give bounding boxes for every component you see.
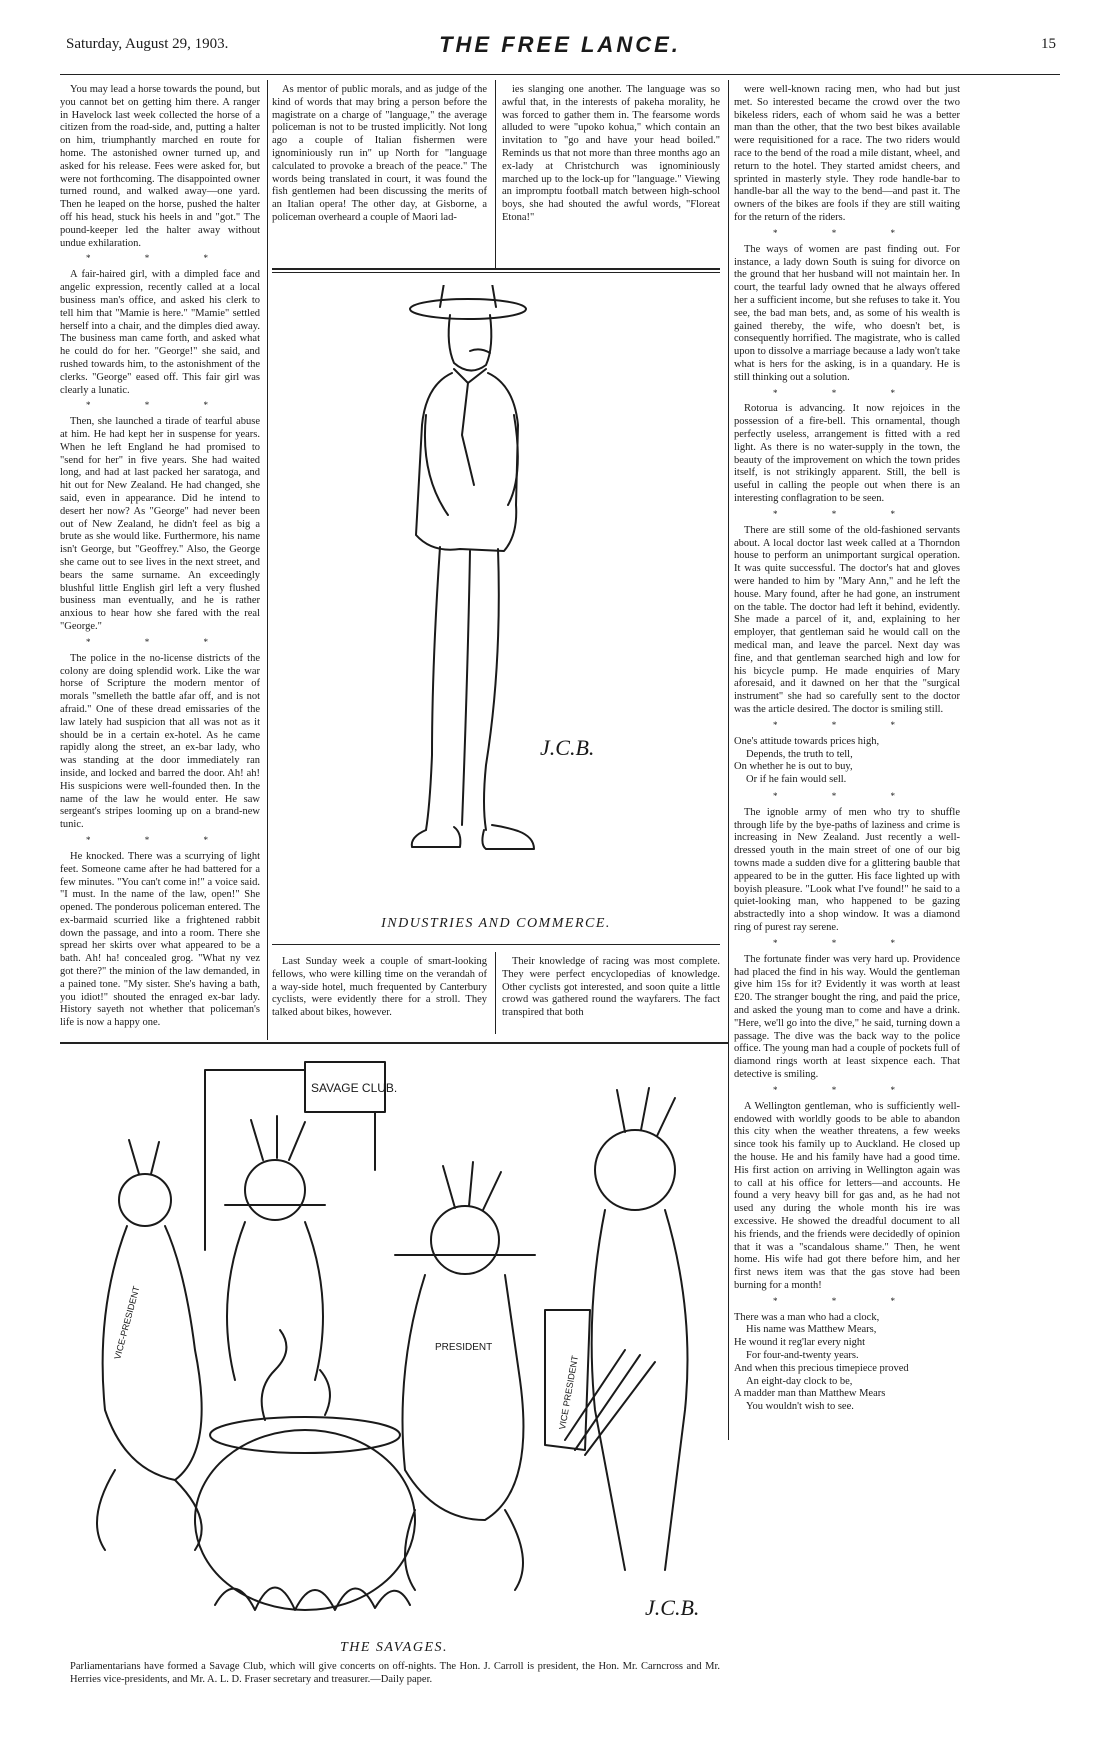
cauldron-rim: [210, 1417, 400, 1453]
hat-crown: [440, 285, 496, 307]
verse-line: There was a man who had a clock,: [734, 1311, 880, 1323]
article-fair-haired-girl: A fair-haired girl, with a dimpled face and angelic expression, recently called at a local business man's office, and asked his clerk to tell him that "Mamie is here." "Mamie" settled herself into a chair, and the dimples died away. The business man came forth, and asked what he could do for her. "George!" she said, and rushed towards him, to the astonishment of the clerks. "George" eased off. This fair girl was clearly a lunatic.: [60, 269, 260, 396]
left-figure-head: [119, 1174, 171, 1226]
separator: * * *: [86, 834, 234, 845]
section-rule: [272, 272, 720, 273]
head: [449, 315, 492, 371]
article-mentor-of-morals: As mentor of public morals, and as judge of the kind of words that may bring a person before the magistrate on a charge of "language," the average policeman is not to be trusted implicitly. Not long ago a couple of Italian fishermen were ignominiously run in" up North for "language calculated to provoke a breach of the peace." The words being translated in court, it was found the fish gentlemen had been discussing the merits of an Italian opera! The other day, at Gisborne, a policeman overheard a couple of Maori lad-: [272, 84, 487, 223]
article-bikeless-riders: were well-known racing men, who had but just met. So interested became the crowd over the two bikeless riders, each of whom said he was a better man than the other, that the two best bikes available were requisitioned for a race. The two riders would race to the bend of the road a mile distant, wheel, and return to the hotel. They started amidst cheers, and sprinted in masterly style. They rode handle-bar to handle-bar all the way to the bend—and past it. The owners of the bikes are fools if they are still waiting for the return of the riders.: [734, 84, 960, 223]
article-knocked: He knocked. There was a scurrying of light feet. Someone came after he had battered for a few minutes. "You can't come in!" a voice said. "I must. In the name of the law, open!" She opened. The ponderous policeman entered. The ex-barmaid scurried like a frightened rabbit down the passage, and into a room. There she spread her skirts over what appeared to be a bath. Ah! ha! concealed grog. "What ny vez got there?" the minion of the law demanded, in a pained tone. "My sister. She's having a bath, you idiot!" shouted the enraged ex-bar lady. History sayeth not whether that policeman's life is now a happy one.: [60, 850, 260, 1029]
trouser-seam: [462, 551, 470, 825]
verse-line: Or if he fain would sell.: [746, 774, 847, 786]
separator: * * *: [773, 1295, 921, 1306]
article-servants: There are still some of the old-fashioned servants about. A local doctor last week called at a Thorndon house to perform an unimportant surgical operation. It was quite successful. The doctor's hat and gloves were handed to him by "Mary Ann," and he left the house. Mary found, after he had gone, an instrument on the table. The doctor had left it behind, evidently. She made a parcel of it, and, explaining to her employer, that gentleman said he would call on the medical man, and leave the parcel. Next day was fine, and that gentleman searched high and low for his bicycle pump. He made enquiries of Mary aforesaid, and it dawned on her that the "surgical instrument" she had so carefully sent to the doctor was the article desired. The doctor is smiling still.: [734, 524, 960, 715]
artist-signature: J.C.B.: [540, 735, 595, 760]
article-cyclists-continued: Their knowledge of racing was most complete. They were perfect encyclopedias of knowledge. Other cyclists got interested, and soon quite a little crowd was gathered round the wayfarers. The fact transpired that both: [502, 956, 720, 1019]
artist-signature: J.C.B.: [645, 1595, 700, 1620]
label-vice-president-2: VICE PRESIDENT: [557, 1354, 580, 1431]
trouser-front: [426, 547, 440, 830]
article-rotorua: Rotorua is advancing. It now rejoices in the possession of a fire-bell. This ornamental, though perfectly useless, arrangement is fitted with a red light. As there is no water-supply in the town, the beauty of the improvement on which the town prides itself, is not strikingly apparent. Still, the bell is useful in calling the people out when there is an interesting conflagration to be seen.: [734, 403, 960, 505]
shoe-front: [412, 827, 461, 847]
moustache: [470, 349, 490, 353]
bundle-of-sticks: [565, 1350, 655, 1455]
column-1: [60, 84, 260, 1033]
second-figure-feathers: [251, 1116, 305, 1160]
illustration-subcaption: Parliamentarians have formed a Savage Club, which will give concerts on off-nights. The Hon. J. Carroll is president, the Hon. Mr. Carncross and Mr. Herries vice-presidents, and Mr. A. L. D. Fraser secretary and treasurer.—Daily paper.: [70, 1661, 720, 1686]
right-figure-feathers: [617, 1088, 675, 1136]
article-police-no-license: The police in the no-license districts of the colony are doing splendid work. Like the war horse of Scripture the modern mentor of morals "smelleth the battle afar off, and is not afraid." One of these dread emissaries of the law lately had suspicion that all was not as it should be in a certain ex-hotel. As he came rapidly along the street, an ex-bar lady, who was standing at the door immediately ran inside, and locked and barred the door. Ah! ah! His suspicions were well-founded then. In the name of the law he would enter. He saw sergeant's stripes looming up on a brand-new tunic.: [60, 652, 260, 831]
illustration-gentleman: [370, 285, 620, 895]
president-body: [403, 1275, 524, 1520]
verse-line: For four-and-twenty years.: [746, 1350, 859, 1362]
column-rule: [495, 952, 496, 1034]
verse-line: He wound it reg'lar every night: [734, 1337, 866, 1349]
article-cyclists: Last Sunday week a couple of smart-looking fellows, who were killing time on the verandah of a way-side hotel, much frequented by Canterbury cyclists, were evidently there for a stroll. They talked about bikes, however.: [272, 956, 487, 1019]
president-feathers: [443, 1162, 501, 1210]
separator: * * *: [86, 253, 234, 264]
column-rule: [267, 80, 268, 1040]
column-rule: [495, 80, 496, 270]
second-figure-body: [227, 1222, 323, 1380]
savage-club-sign: SAVAGE CLUB.: [311, 1081, 398, 1095]
separator: * * *: [773, 1084, 921, 1095]
separator: * * *: [86, 400, 234, 411]
lapel: [462, 383, 474, 485]
label-president: PRESIDENT: [435, 1342, 493, 1353]
verse-clock: [734, 1312, 960, 1414]
article-maori-ladies: ies slanging one another. The language was so awful that, in the interests of pakeha morality, he was forced to gather them in. The fearsome words alluded to were "upoko kohua," which contain an invitation to "go and have your head boiled." Reminds us that not more than three months ago an ex-lady at Christchurch was ignominiously marched up to the lock-up for "language." Viewing an impromptu football match between high-school boys, she had shouted the awful words, "Floreat Etona!": [502, 84, 720, 223]
trouser-back: [484, 549, 499, 830]
separator: * * *: [773, 790, 921, 801]
paper-title: THE FREE LANCE.: [439, 32, 681, 57]
separator: * * *: [773, 227, 921, 238]
article-ignoble-army: The ignoble army of men who try to shuffle through life by the bye-paths of laziness and crime is increasing in New Zealand. Just recently a well-dressed youth in the main street of one of our big towns made a sudden dive for a glittering bauble that appeared to be in the gutter. His face lighted up with boyish pleasure. "Look what I've found!" he said to a quiet-looking man, who happened to be gazing abstractedly into a shop window. It was a diamond ring of purest ray serene.: [734, 806, 960, 934]
column-3-mid: [502, 956, 720, 1023]
column-4: [734, 84, 960, 1744]
illustration-savage-club: [65, 1050, 725, 1635]
president-head: [431, 1206, 499, 1274]
label-vice-president: VICE-PRESIDENT: [112, 1284, 142, 1361]
cauldron: [195, 1430, 415, 1610]
verse-prices: [734, 736, 960, 787]
verse-line: His name was Matthew Mears,: [746, 1324, 877, 1336]
page-number: 15: [1041, 36, 1056, 52]
separator: * * *: [86, 636, 234, 647]
illustration-caption: INDUSTRIES AND COMMERCE.: [381, 916, 611, 931]
right-figure-head: [595, 1130, 675, 1210]
verse-line: Depends, the truth to tell,: [746, 748, 853, 760]
section-rule: [272, 944, 720, 945]
section-rule: [272, 268, 720, 270]
steam: [262, 1330, 330, 1420]
hat-brim: [410, 299, 526, 319]
verse-line: On whether he is out to buy,: [734, 761, 853, 773]
column-3-top: [502, 84, 720, 228]
verse-line: You wouldn't wish to see.: [746, 1401, 854, 1413]
issue-date: Saturday, August 29, 1903.: [66, 36, 229, 52]
right-figure-body: [592, 1210, 688, 1570]
article-tirade: Then, she launched a tirade of tearful abuse at him. He had kept her in suspense for years. When he left England he had promised to "send for her" in five years. She had waited long, and had at last packed her saratoga, and hit out for New Zealand. He had changed, she said, even in appearance. Did he intend to desert her now? As "George" had never been out of New Zealand, he didn't feel as big a brute as she would like. Furthermore, his name isn't George, but "Geoffrey." Also, the George she came out to see lives in the next street, and bears the same surname. An exceedingly blushful little English girl left a very flushed business man eventually, and he is rather anxious to hear how she fared with the real "George.": [60, 416, 260, 633]
fire: [215, 1588, 410, 1611]
separator: * * *: [773, 508, 921, 519]
separator: * * *: [773, 937, 921, 948]
illustration-caption: THE SAVAGES.: [339, 1640, 449, 1655]
arm: [425, 415, 448, 515]
column-2-top: [272, 84, 487, 228]
left-figure-legs: [97, 1470, 202, 1550]
separator: * * *: [773, 387, 921, 398]
verse-line: A madder man than Matthew Mears: [734, 1388, 886, 1400]
article-stray-horse: You may lead a horse towards the pound, but you cannot bet on getting him there. A ranger in Havelock last week collected the horse of a citizen from the road-side, and, putting a halter on him, triumphantly marched en route for home. The astonished owner turned up, and asked for his release. Fees were asked for, but were not forthcoming. The disappointed owner turned round, and walked away—one yard. Then he leaped on the horse, pushed the halter off his head, stuck his heels in and "got." The pound-keeper led the halter away without undue exhilaration.: [60, 84, 260, 249]
article-gas-bill: A Wellington gentleman, who is sufficiently well-endowed with worldly goods to be able to abandon this city when the weather threatens, a few weeks since took his family up to Auckland. He closed up the house. He and his family have had a good time. His first action on arriving in Wellington again was to call at his office for letters—and accounts. He found a very heavy bill for gas and, as he had not used any during the whole month his ire was excessive. He showed the dreadful document to all his friends, and the friends were decidedly of opinion that it was a "scandalous shame." Then, he went home. His wife had got there before him, and her first news item was that the gas stove had been burning for a month!: [734, 1100, 960, 1291]
separator: * * *: [773, 719, 921, 730]
verse-line: One's attitude towards prices high,: [734, 735, 880, 747]
president-legs: [405, 1510, 523, 1590]
verse-line: An eight-day clock to be,: [746, 1375, 853, 1387]
shoe-back: [482, 825, 534, 849]
column-2-mid: [272, 956, 487, 1023]
column-rule: [728, 80, 729, 1440]
section-rule: [60, 1042, 728, 1044]
article-fortunate-finder: The fortunate finder was very hard up. Providence had placed the find in his way. Would the gentleman give him 15s for it? Evidently it was worth at least £20. The stranger bought the ring, and paid the price, and asked the young man to come and have a drink. "Here, we'll go into the dive," he said, turning down a passage. The dive was the back way to the police office. The young man had a couple of pockets full of diamond rings worth at least sixpence each. That detective is smiling.: [734, 953, 960, 1080]
masthead: [60, 30, 1060, 75]
second-figure-head: [245, 1160, 305, 1220]
verse-line: And when this precious timepiece proved: [734, 1362, 909, 1374]
article-ways-of-women: The ways of women are past finding out. For instance, a lady down South is suing for divorce on the ground that her husband will not maintain her. In court, the tearful lady owned that he always offered her a sufficient income, but she refuses to take it. You see, the bad man bets, and, as some of his wealth is gained thereby, the wife, who doesn't bet, is consequently horrified. The magistrate, who is called upon to dissolve a marriage because a lady won't take what is hers for the asking, is in a quandary. He is still thinking out a solution.: [734, 243, 960, 383]
left-figure-feather: [129, 1140, 159, 1174]
